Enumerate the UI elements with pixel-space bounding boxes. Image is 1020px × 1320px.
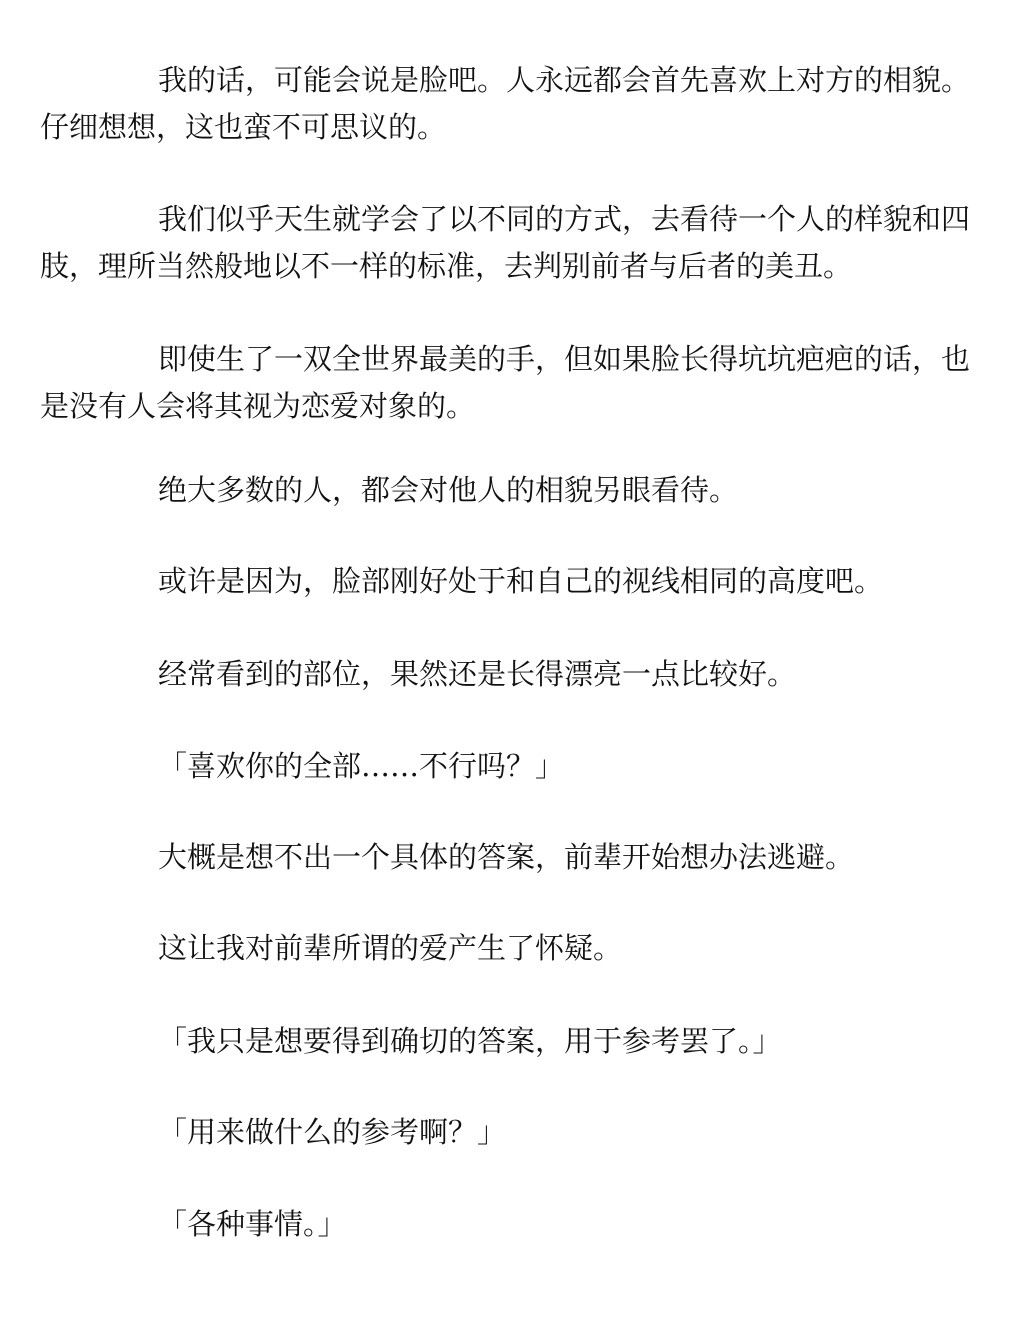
paragraph-10: 「我只是想要得到确切的答案，用于参考罢了。」 <box>158 1024 782 1058</box>
paragraph-12: 「各种事情。」 <box>158 1207 347 1241</box>
paragraph-7: 「喜欢你的全部……不行吗？」 <box>158 749 565 783</box>
paragraph-11: 「用来做什么的参考啊？」 <box>158 1115 507 1149</box>
paragraph-6: 经常看到的部位，果然还是长得漂亮一点比较好。 <box>158 657 797 691</box>
paragraph-9: 这让我对前辈所谓的爱产生了怀疑。 <box>158 931 623 965</box>
paragraph-2: 我们似乎天生就学会了以不同的方式，去看待一个人的样貌和四肢，理所当然般地以不一样的标准，去判别前者与后者的美丑。 <box>40 202 971 283</box>
paragraph-3: 即使生了一双全世界最美的手，但如果脸长得坑坑疤疤的话，也是没有人会将其视为恋爱对象的。 <box>40 342 971 423</box>
paragraph-4: 绝大多数的人，都会对他人的相貌另眼看待。 <box>158 473 739 507</box>
paragraph-1: 我的话，可能会说是脸吧。人永远都会首先喜欢上对方的相貌。仔细想想，这也蛮不可思议的。 <box>40 63 971 144</box>
paragraph-8: 大概是想不出一个具体的答案，前辈开始想办法逃避。 <box>158 840 855 874</box>
paragraph-5: 或许是因为，脸部刚好处于和自己的视线相同的高度吧。 <box>158 564 884 598</box>
